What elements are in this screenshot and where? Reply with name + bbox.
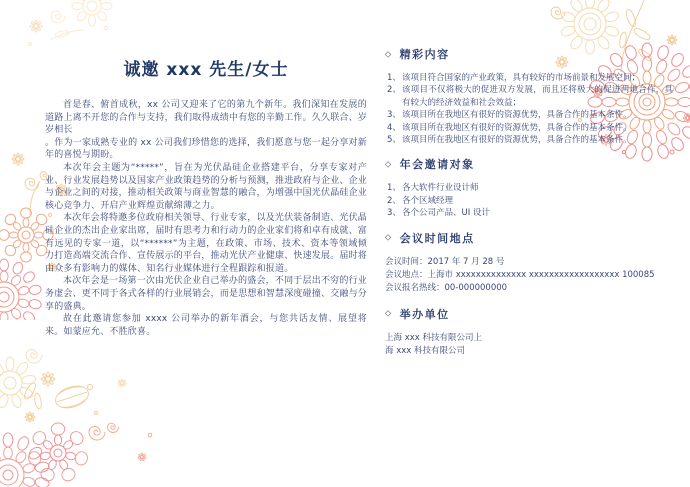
invitees-list xyxy=(387,182,673,219)
section-meeting-info xyxy=(385,230,673,296)
list-item: 该项目所在我地区有很好的资源优势，具备合作的基本条件。 xyxy=(402,135,632,146)
section-heading xyxy=(385,46,673,62)
section-invitees xyxy=(385,156,673,219)
list-item: 该项目符合国家的产业政策，具有较好的市场前景和发展空间； xyxy=(402,73,641,83)
section-title: 举办单位 xyxy=(399,307,450,321)
meeting-address: 会议地点：上海市 xxxxxxxxxxxxxx xxxxxxxxxxxxxxxxxx 100085 xyxy=(385,270,655,281)
organizer-name: 上海 xxx 科技有限公司上海 xxx 科技有限公司 xyxy=(385,332,482,357)
section-heading xyxy=(385,230,673,246)
list-item: 该项目不仅将极大的促进双方发展，而且还将极大的促进两地合作，具有较大的经济效益和社会效益； xyxy=(402,85,673,108)
diamond-bullet-icon: ◇ xyxy=(385,159,393,169)
list-item: 该项目所在我地区有很好的资源优势，具备合作的基本条件。 xyxy=(402,110,632,121)
section-title: 精彩内容 xyxy=(399,48,450,61)
paragraph: 。作为一家成熟专业的 xx 公司我们珍惜您的选择，我们愿意与您一起分享对新年的喜悦与期盼。 xyxy=(45,137,367,161)
section-organizer xyxy=(385,306,673,359)
paragraph: 本次年会是一场第一次由光伏企业自己举办的盛会，不同于层出不穷的行业务虚会、更不同于各式各样的行业展销会，而是思想和智慧深度碰撞、交融与分享的盛典。 xyxy=(45,276,368,312)
meeting-hotline: 会议报名热线：00-000000000 xyxy=(385,283,508,294)
list-item: 各个公司产品、UI 设计 xyxy=(402,208,490,219)
diamond-bullet-icon: ◇ xyxy=(385,232,393,242)
section-title: 会议时间地点 xyxy=(399,231,475,245)
diamond-bullet-icon: ◇ xyxy=(385,49,393,58)
paragraph: 本次年会将特邀多位政府相关领导、行业专家，以及光伏装备制造、光伏晶硅企业的杰出企业家出席，届时有思考力和行动力的企业家们将和卓有成就、富有远见的专家一道，以“******”为主题，在政策、市场、技术、资本等领域倾力打造高端交流合作、宣传展示的平台，推动光伏产业健康、快速发展。届时将由众多有影响力的媒体、知名行业媒体进行全程跟踪和报道。 xyxy=(45,213,368,274)
info-panel xyxy=(385,46,673,369)
list-item: 各大软件行业设计师 xyxy=(402,183,479,194)
paragraph: 首是春、俯首成秋，xx 公司又迎来了它的第九个新年。我们深知在发展的道路上离不开您的合作与支持，我们取得成绩中有您的辛勤工作。久久联合、岁岁相长 xyxy=(45,100,368,136)
floral-ornament-bottom-left xyxy=(0,325,185,487)
floral-ornament-top-left xyxy=(0,0,130,62)
list-item: 各个区域经理 xyxy=(402,195,454,206)
invitation-body xyxy=(45,99,367,338)
paragraph: 本次年会主题为“*****”，旨在为光伏晶硅企业搭建平台，分享专家对产业、行业发展趋势以及国家产业政策趋势的分析与预测，推进政府与企业、企业与企业之间的对接，推动相关政策与商业智慧的融合，为增强中国光伏晶硅企业核心竞争力、开启产业辉煌贡献绵薄之力。 xyxy=(45,162,368,211)
page-title: 诚邀 xxx 先生/女士 xyxy=(123,60,289,80)
paragraph: 故在此邀请您参加 xxxx 公司举办的新年酒会，与您共话友情、展望将来。如蒙应允、不胜欣喜。 xyxy=(45,314,367,337)
highlights-list xyxy=(387,72,673,146)
section-heading xyxy=(385,306,673,322)
list-item: 该项目所在我地区有很好的资源优势，具备合作的基本条件。 xyxy=(402,122,632,133)
diamond-bullet-icon: ◇ xyxy=(385,308,393,318)
meeting-time: 会议时间：2017 年 7 月 28 号 xyxy=(385,256,505,267)
section-highlights xyxy=(385,46,673,146)
section-title: 年会邀请对象 xyxy=(399,158,475,172)
invitation-letter xyxy=(45,55,367,338)
section-heading xyxy=(385,156,673,172)
